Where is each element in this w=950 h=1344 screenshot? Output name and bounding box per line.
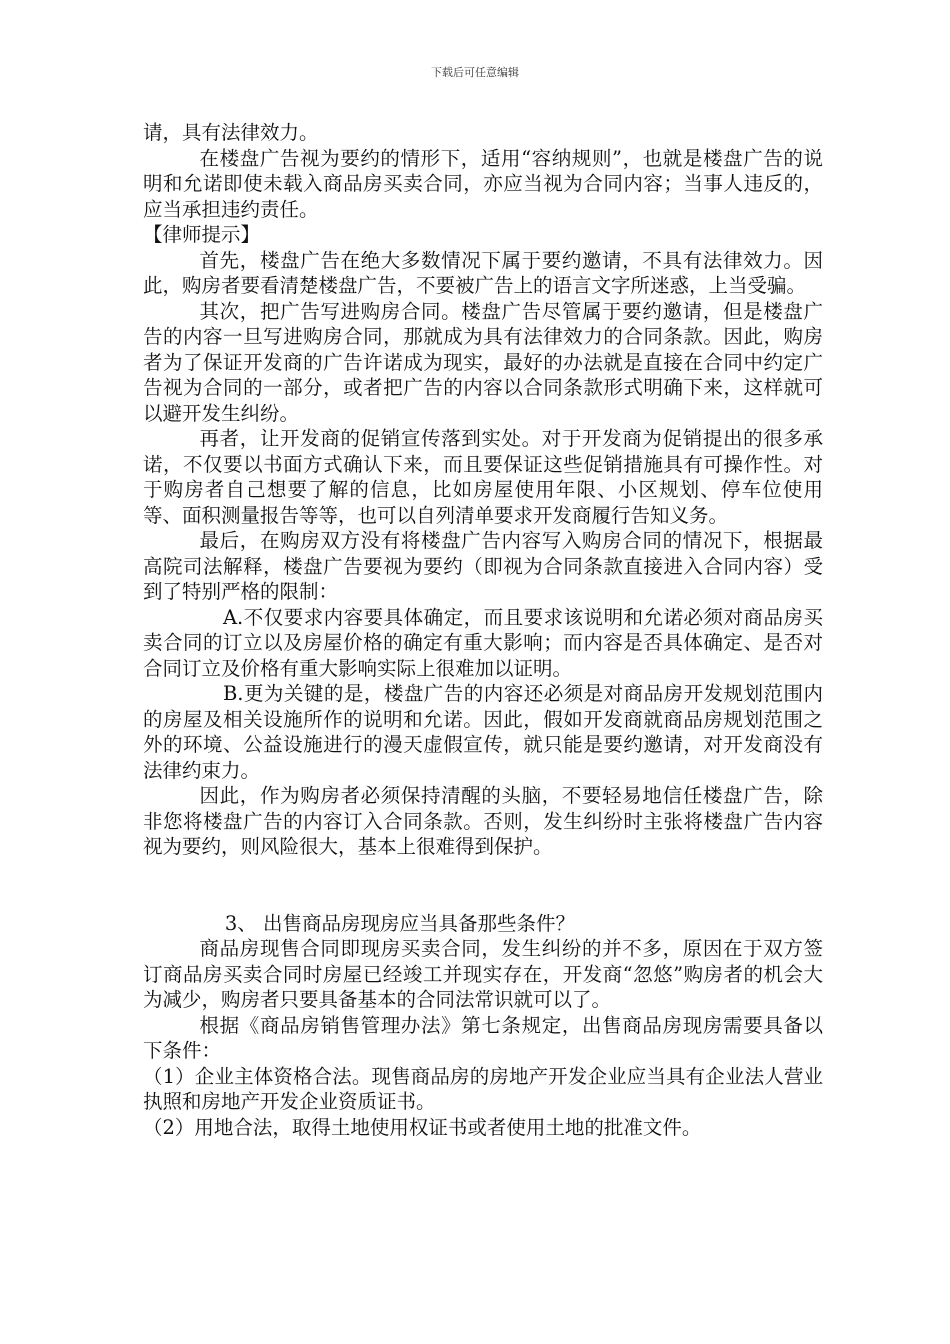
section-title-3: 3、 出售商品房现房应当具备那些条件？ [224, 911, 575, 935]
paragraph-first: 首先，楼盘广告在绝大多数情况下属于要约邀请，不具有法律效力。因此，购房者要看清楚楼盘广告，不要被广告上的语言文字所迷惑，上当受骗。 [143, 248, 823, 297]
paragraph-item-a: A.不仅要求内容要具体确定，而且要求该说明和允诺必须对商品房买卖合同的订立以及房屋价格的确定有重大影响；而内容是否具体确定、是否对合同订立及价格有重大影响实际上很难加以证明。 [143, 605, 823, 680]
document-body [143, 120, 823, 1140]
paragraph-spot-sale: 商品房现售合同即现房买卖合同，发生纠纷的并不多，原因在于双方签订商品房买卖合同时房屋已经竣工并现实存在，开发商“忽悠”购房者的机会大为减少，购房者只要具备基本的合同法常识就可以了。 [143, 937, 823, 1011]
lawyer-tips-heading: 【律师提示】 [143, 223, 261, 246]
page-header: 下载后可任意编辑 [431, 66, 519, 79]
paragraph-finally: 最后，在购房双方没有将楼盘广告内容写入购房合同的情况下，根据最高院司法解释，楼盘广告要视为要约（即视为合同条款直接进入合同内容）受到了特别严格的限制： [143, 529, 823, 603]
condition-item-1: （1）企业主体资格合法。现售商品房的房地产开发企业应当具有企业法人营业执照和房地产开发企业资质证书。 [143, 1064, 823, 1113]
paragraph-continuation: 请，具有法律效力。 [143, 121, 319, 144]
paragraph-conclusion: 因此，作为购房者必须保持清醒的头脑，不要轻易地信任楼盘广告，除非您将楼盘广告的内容订入合同条款。否则，发生纠纷时主张将楼盘广告内容视为要约，则风险很大，基本上很难得到保护。 [143, 784, 823, 858]
paragraph-acceptance-rule: 在楼盘广告视为要约的情形下，适用“容纳规则”，也就是楼盘广告的说明和允诺即使未载入商品房买卖合同，亦应当视为合同内容；当事人违反的，应当承担违约责任。 [143, 146, 823, 221]
condition-item-2: （2）用地合法，取得土地使用权证书或者使用土地的批准文件。 [143, 1115, 702, 1139]
section-spacer [143, 860, 823, 911]
paragraph-regulation: 根据《商品房销售管理办法》第七条规定，出售商品房现房需要具备以下条件： [143, 1013, 823, 1062]
paragraph-item-b: B.更为关键的是，楼盘广告的内容还必须是对商品房开发规划范围内的房屋及相关设施所作的说明和允诺。因此，假如开发商就商品房规划范围之外的环境、公益设施进行的漫天虚假宣传，就只能是要约邀请，对开发商没有法律约束力。 [143, 682, 823, 782]
paragraph-third: 再者，让开发商的促销宣传落到实处。对于开发商为促销提出的很多承诺，不仅要以书面方式确认下来，而且要保证这些促销措施具有可操作性。对于购房者自己想要了解的信息，比如房屋使用年限、小区规划、停车位使用等、面积测量报告等等，也可以自列清单要求开发商履行告知义务。 [143, 427, 823, 527]
paragraph-second: 其次，把广告写进购房合同。楼盘广告尽管属于要约邀请，但是楼盘广告的内容一旦写进购房合同，那就成为具有法律效力的合同条款。因此，购房者为了保证开发商的广告许诺成为现实，最好的办法就是直接在合同中约定广告视为合同的一部分，或者把广告的内容以合同条款形式明确下来，这样就可以避开发生纠纷。 [143, 299, 823, 425]
